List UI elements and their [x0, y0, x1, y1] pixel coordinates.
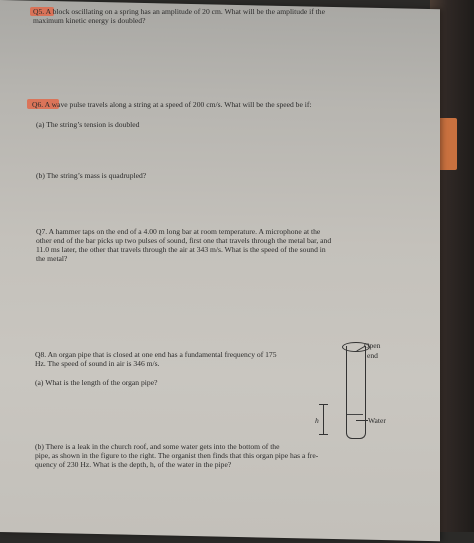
q5-text-line2: maximum kinetic energy is doubled? [33, 16, 146, 25]
q7-line1: Q7. A hammer taps on the end of a 4.00 m long bar at room temperature. A microphone at the [36, 227, 321, 236]
q8-line2: Hz. The speed of sound in air is 346 m/s. [35, 359, 160, 368]
q8-part-b-line3: quency of 230 Hz. What is the depth, h, of the water in the pipe? [35, 460, 232, 469]
q7-line4: the metal? [36, 254, 68, 263]
q8-part-b-line1: (b) There is a leak in the church roof, and some water gets into the bottom of the [35, 442, 280, 451]
depth-tick-bottom [319, 434, 328, 435]
q8-part-b-line2: pipe, as shown in the figure to the right. The organist then finds that this organ pipe has a fre- [35, 451, 319, 460]
q7-line2: other end of the bar picks up two pulses of sound, first one that travels through the metal bar, and [36, 236, 332, 245]
water-pointer [356, 420, 368, 421]
q6-part-a: (a) The string’s tension is doubled [36, 120, 140, 129]
q6-text: Q6. A wave pulse travels along a string at a speed of 200 cm/s. What will be the speed be if: [32, 100, 312, 109]
open-end-label-2: end [367, 351, 378, 360]
depth-arrow [323, 404, 324, 434]
orange-tab-marker [437, 118, 457, 170]
open-end-label-1: Open [364, 341, 381, 350]
water-surface-line [347, 414, 363, 415]
water-label: Water [368, 416, 386, 425]
q8-part-a: (a) What is the length of the organ pipe? [35, 378, 158, 387]
q7-line3: 11.0 ms later, the other that travels through the air at 343 m/s. What is the speed of the sound in [36, 245, 326, 254]
q8-line1: Q8. An organ pipe that is closed at one end has a fundamental frequency of 175 [35, 350, 277, 359]
depth-label: h [315, 416, 319, 425]
organ-pipe-figure [346, 346, 366, 439]
q6-part-b: (b) The string’s mass is quadrupled? [36, 171, 147, 180]
q5-text-line1: Q5. A block oscillating on a spring has an amplitude of 20 cm. What will be the amplitude if the [33, 7, 325, 16]
depth-tick-top [319, 404, 328, 405]
